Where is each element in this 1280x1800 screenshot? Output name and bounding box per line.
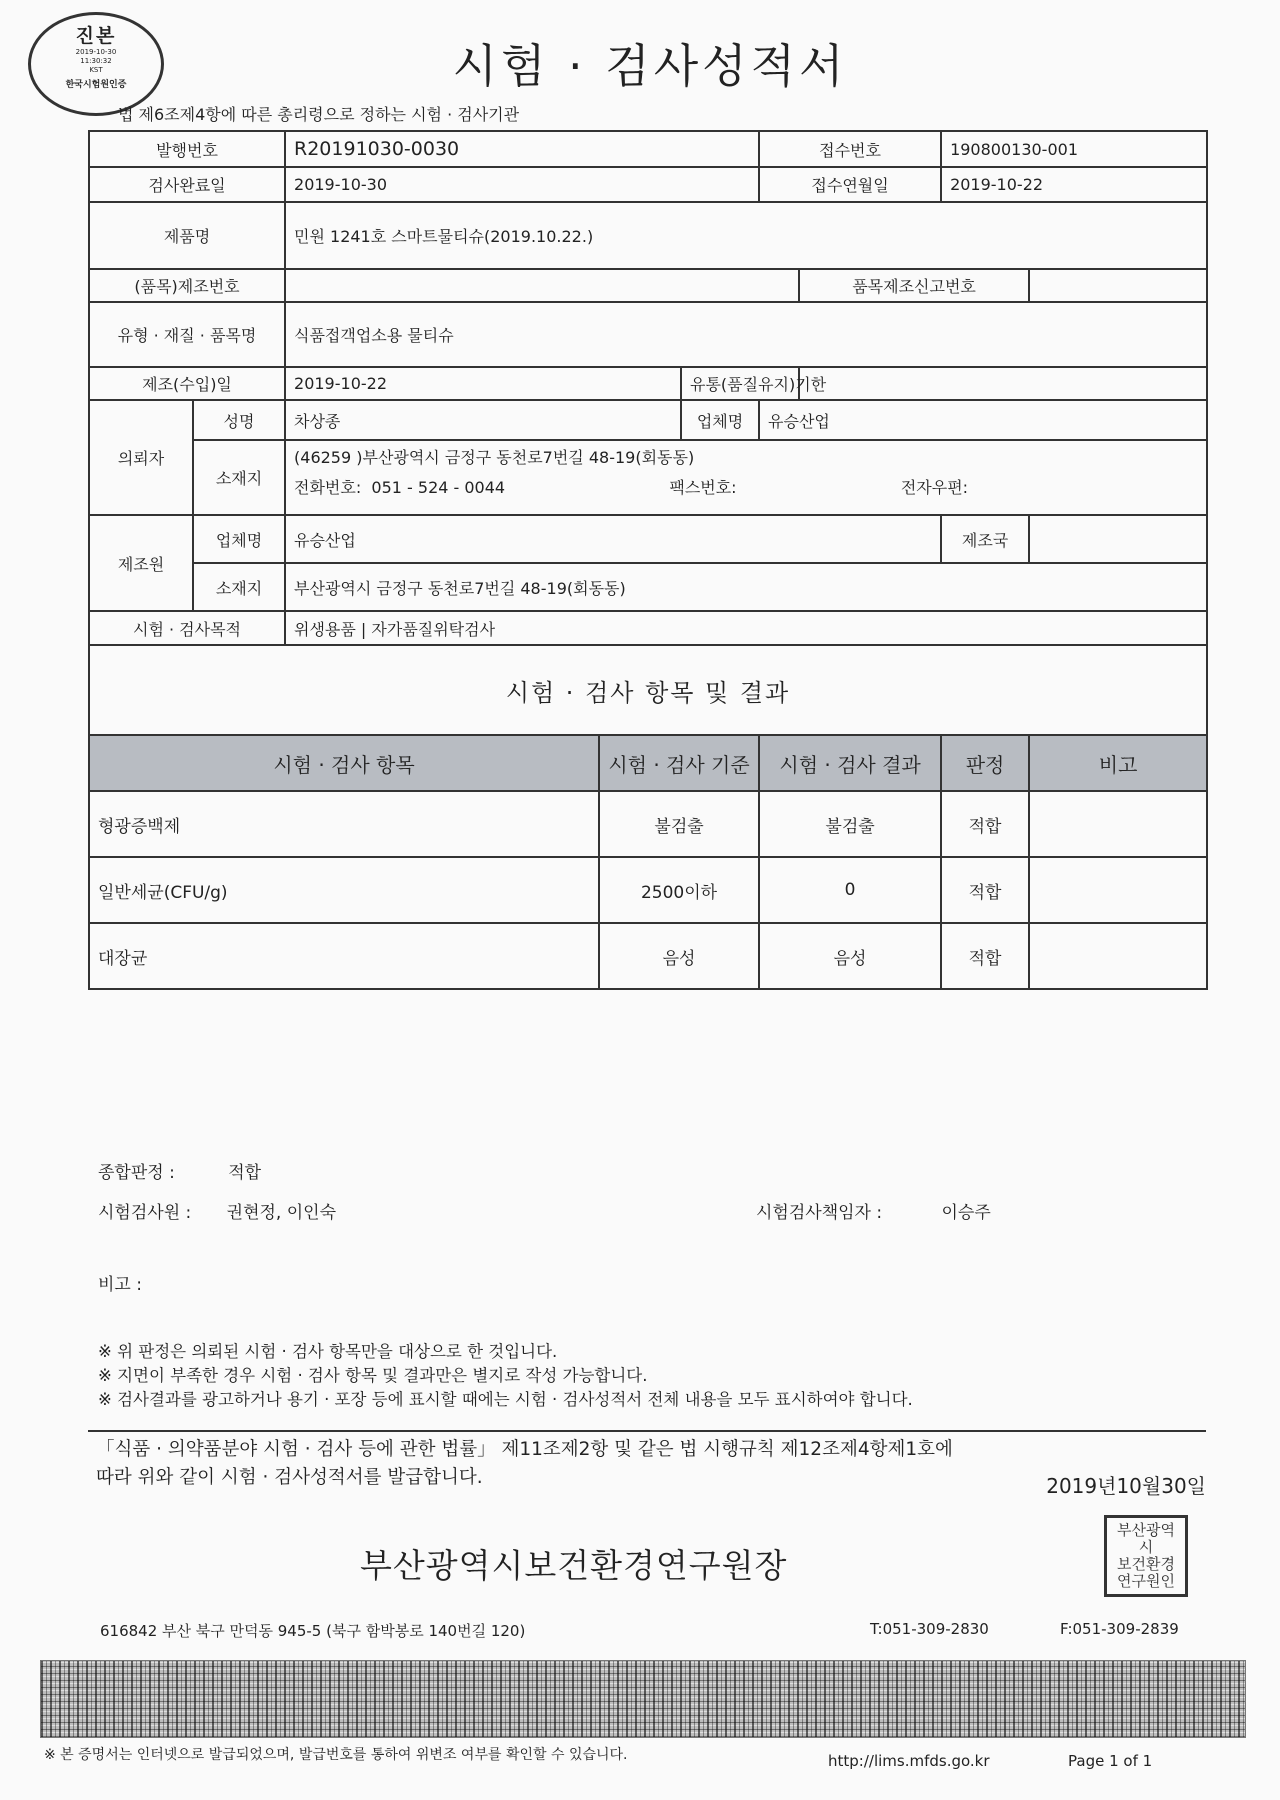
- done-date-value: 2019-10-30: [285, 167, 759, 202]
- client-phone: [294, 475, 505, 498]
- result-value: 불검출: [759, 791, 941, 857]
- receipt-date-label: 접수연월일: [759, 167, 941, 202]
- client-fax: [669, 475, 736, 498]
- institution-tel: T:051-309-2830: [870, 1620, 989, 1638]
- table-row: [89, 857, 1207, 923]
- row-lot: [89, 269, 1207, 302]
- seal-line: 부산광역시: [1117, 1521, 1175, 1556]
- product-value: 민원 1241호 스마트물티슈(2019.10.22.): [285, 202, 1207, 269]
- seal-timezone: KST: [89, 66, 103, 74]
- note-line: ※ 지면이 부족한 경우 시험 · 검사 항목 및 결과만은 별지로 작성 가능합니다.: [98, 1366, 648, 1385]
- note-line: ※ 검사결과를 광고하거나 용기 · 포장 등에 표시할 때에는 시험 · 검사성적서 전체 내용을 모두 표시하여야 합니다.: [98, 1390, 913, 1409]
- phone-value: 051 - 524 - 0044: [371, 478, 506, 497]
- overall-label: 종합판정 :: [98, 1163, 175, 1183]
- result-standard: 음성: [599, 923, 759, 989]
- report-no-label: 품목제조신고번호: [799, 269, 1029, 302]
- footer-url[interactable]: http://lims.mfds.go.kr: [828, 1752, 990, 1770]
- lot-label: (품목)제조번호: [89, 269, 285, 302]
- remarks: [98, 1270, 142, 1295]
- seal-line: 연구원인: [1117, 1572, 1175, 1590]
- client-addr-label: 소재지: [193, 440, 285, 515]
- type-label: 유형 · 재질 · 품목명: [89, 302, 285, 367]
- maker-company-label: 업체명: [193, 515, 285, 563]
- maker-country-label: 제조국: [941, 515, 1029, 563]
- row-maker-company: [89, 515, 1207, 563]
- client-addr-value: (46259 )부산광역시 금정구 동천로7번길 48-19(회동동): [294, 448, 695, 467]
- maker-addr-value: 부산광역시 금정구 동천로7번길 48-19(회동동): [285, 563, 1207, 611]
- header-result: 시험 · 검사 결과: [759, 735, 941, 791]
- purpose-value: 위생용품 | 자가품질위탁검사: [285, 611, 1207, 645]
- expiry-value: [799, 367, 1207, 400]
- result-judgment: 적합: [941, 791, 1029, 857]
- client-label: 의뢰자: [89, 400, 193, 515]
- verification-barcode: [40, 1660, 1246, 1738]
- seal-time: 11:30:32: [80, 57, 112, 65]
- report-form: [88, 130, 1208, 990]
- mfg-date-label: 제조(수입)일: [89, 367, 285, 400]
- receipt-date-value: 2019-10-22: [941, 167, 1207, 202]
- divider: [88, 1430, 1206, 1432]
- expiry-label: 유통(품질유지)기한: [681, 367, 799, 400]
- phone-label: 전화번호:: [294, 478, 362, 497]
- row-results-section: [89, 645, 1207, 735]
- client-company-label: 업체명: [681, 400, 759, 440]
- client-contact-line: [294, 468, 1198, 505]
- done-date-label: 검사완료일: [89, 167, 285, 202]
- inspectors: [98, 1198, 336, 1223]
- inspector-value: 권현정, 이인숙: [226, 1203, 336, 1223]
- institution-fax: F:051-309-2839: [1060, 1620, 1179, 1638]
- row-purpose: [89, 611, 1207, 645]
- result-item: 일반세균(CFU/g): [89, 857, 599, 923]
- header-standard: 시험 · 검사 기준: [599, 735, 759, 791]
- result-value: 음성: [759, 923, 941, 989]
- client-company-value: 유승산업: [759, 400, 1207, 440]
- note-line: ※ 위 판정은 의뢰된 시험 · 검사 항목만을 대상으로 한 것입니다.: [98, 1342, 558, 1361]
- official-seal: [1104, 1515, 1188, 1597]
- fax-label: 팩스번호:: [669, 478, 737, 497]
- result-judgment: 적합: [941, 857, 1029, 923]
- seal-main-text: 진본: [75, 25, 117, 47]
- row-dates: [89, 167, 1207, 202]
- result-item: 대장균: [89, 923, 599, 989]
- maker-addr-label: 소재지: [193, 563, 285, 611]
- page-number: Page 1 of 1: [1068, 1752, 1153, 1770]
- client-name-value: 차상종: [285, 400, 681, 440]
- institution-address: 616842 부산 북구 만덕동 945-5 (북구 함박봉로 140번길 120): [100, 1622, 526, 1640]
- seal-line: 보건환경: [1117, 1555, 1175, 1573]
- receipt-no-value: 190800130-001: [941, 131, 1207, 167]
- maker-label: 제조원: [89, 515, 193, 611]
- result-note: [1029, 791, 1207, 857]
- overall-judgment: [98, 1158, 261, 1183]
- result-standard: 2500이하: [599, 857, 759, 923]
- client-email: [901, 475, 968, 498]
- result-item: 형광증백제: [89, 791, 599, 857]
- manager-value: 이승주: [941, 1203, 991, 1223]
- result-note: [1029, 923, 1207, 989]
- seal-org: 한국시험원인증: [65, 80, 127, 90]
- issue-no-label: 발행번호: [89, 131, 285, 167]
- overall-value: 적합: [228, 1163, 262, 1183]
- header-judgment: 판정: [941, 735, 1029, 791]
- legal-line: 따라 위와 같이 시험 · 검사성적서를 발급합니다.: [96, 1467, 483, 1488]
- document-title: 시험 · 검사성적서: [452, 39, 848, 93]
- row-maker-address: [89, 563, 1207, 611]
- issuer-name: 부산광역시보건환경연구원장: [360, 1546, 788, 1585]
- receipt-no-label: 접수번호: [759, 131, 941, 167]
- legal-line: 「식품 · 의약품분야 시험 · 검사 등에 관한 법률」 제11조제2항 및 같은 법 시행규칙 제12조제4항제1호에: [96, 1439, 953, 1460]
- type-value: 식품접객업소용 물티슈: [285, 302, 1207, 367]
- authenticity-seal: [28, 12, 164, 116]
- report-no-value: [1029, 269, 1207, 302]
- footer-note: ※ 본 증명서는 인터넷으로 발급되었으며, 발급번호를 통하여 위변조 여부를 확인할 수 있습니다.: [44, 1747, 628, 1763]
- row-type: [89, 302, 1207, 367]
- results-section-title: 시험 · 검사 항목 및 결과: [89, 645, 1207, 735]
- remarks-label: 비고 :: [98, 1275, 142, 1295]
- row-issue: [89, 131, 1207, 167]
- result-note: [1029, 857, 1207, 923]
- row-product: [89, 202, 1207, 269]
- maker-country-value: [1029, 515, 1207, 563]
- manager-label: 시험검사책임자 :: [756, 1203, 883, 1223]
- product-label: 제품명: [89, 202, 285, 269]
- results-header-row: [89, 735, 1207, 791]
- lot-value: [285, 269, 799, 302]
- table-row: [89, 923, 1207, 989]
- inspector-label: 시험검사원 :: [98, 1203, 192, 1223]
- manager: [756, 1198, 991, 1223]
- result-standard: 불검출: [599, 791, 759, 857]
- purpose-label: 시험 · 검사목적: [89, 611, 285, 645]
- row-mfg-date: [89, 367, 1207, 400]
- seal-date: 2019-10-30: [75, 48, 117, 56]
- result-judgment: 적합: [941, 923, 1029, 989]
- client-addr-cell: [285, 440, 1207, 515]
- issue-date: 2019년10월30일: [1046, 1474, 1206, 1498]
- row-client-address: [89, 440, 1207, 515]
- notes-block: [98, 1340, 913, 1412]
- maker-company-value: 유승산업: [285, 515, 941, 563]
- row-client-name: [89, 400, 1207, 440]
- header-note: 비고: [1029, 735, 1207, 791]
- mfg-date-value: 2019-10-22: [285, 367, 681, 400]
- table-row: [89, 791, 1207, 857]
- client-name-label: 성명: [193, 400, 285, 440]
- document-subtitle: 법 제6조제4항에 따른 총리령으로 정하는 시험 · 검사기관: [118, 105, 520, 124]
- header-item: 시험 · 검사 항목: [89, 735, 599, 791]
- issue-no-value: R20191030-0030: [285, 131, 759, 167]
- result-value: 0: [759, 857, 941, 923]
- email-label: 전자우편:: [900, 478, 969, 497]
